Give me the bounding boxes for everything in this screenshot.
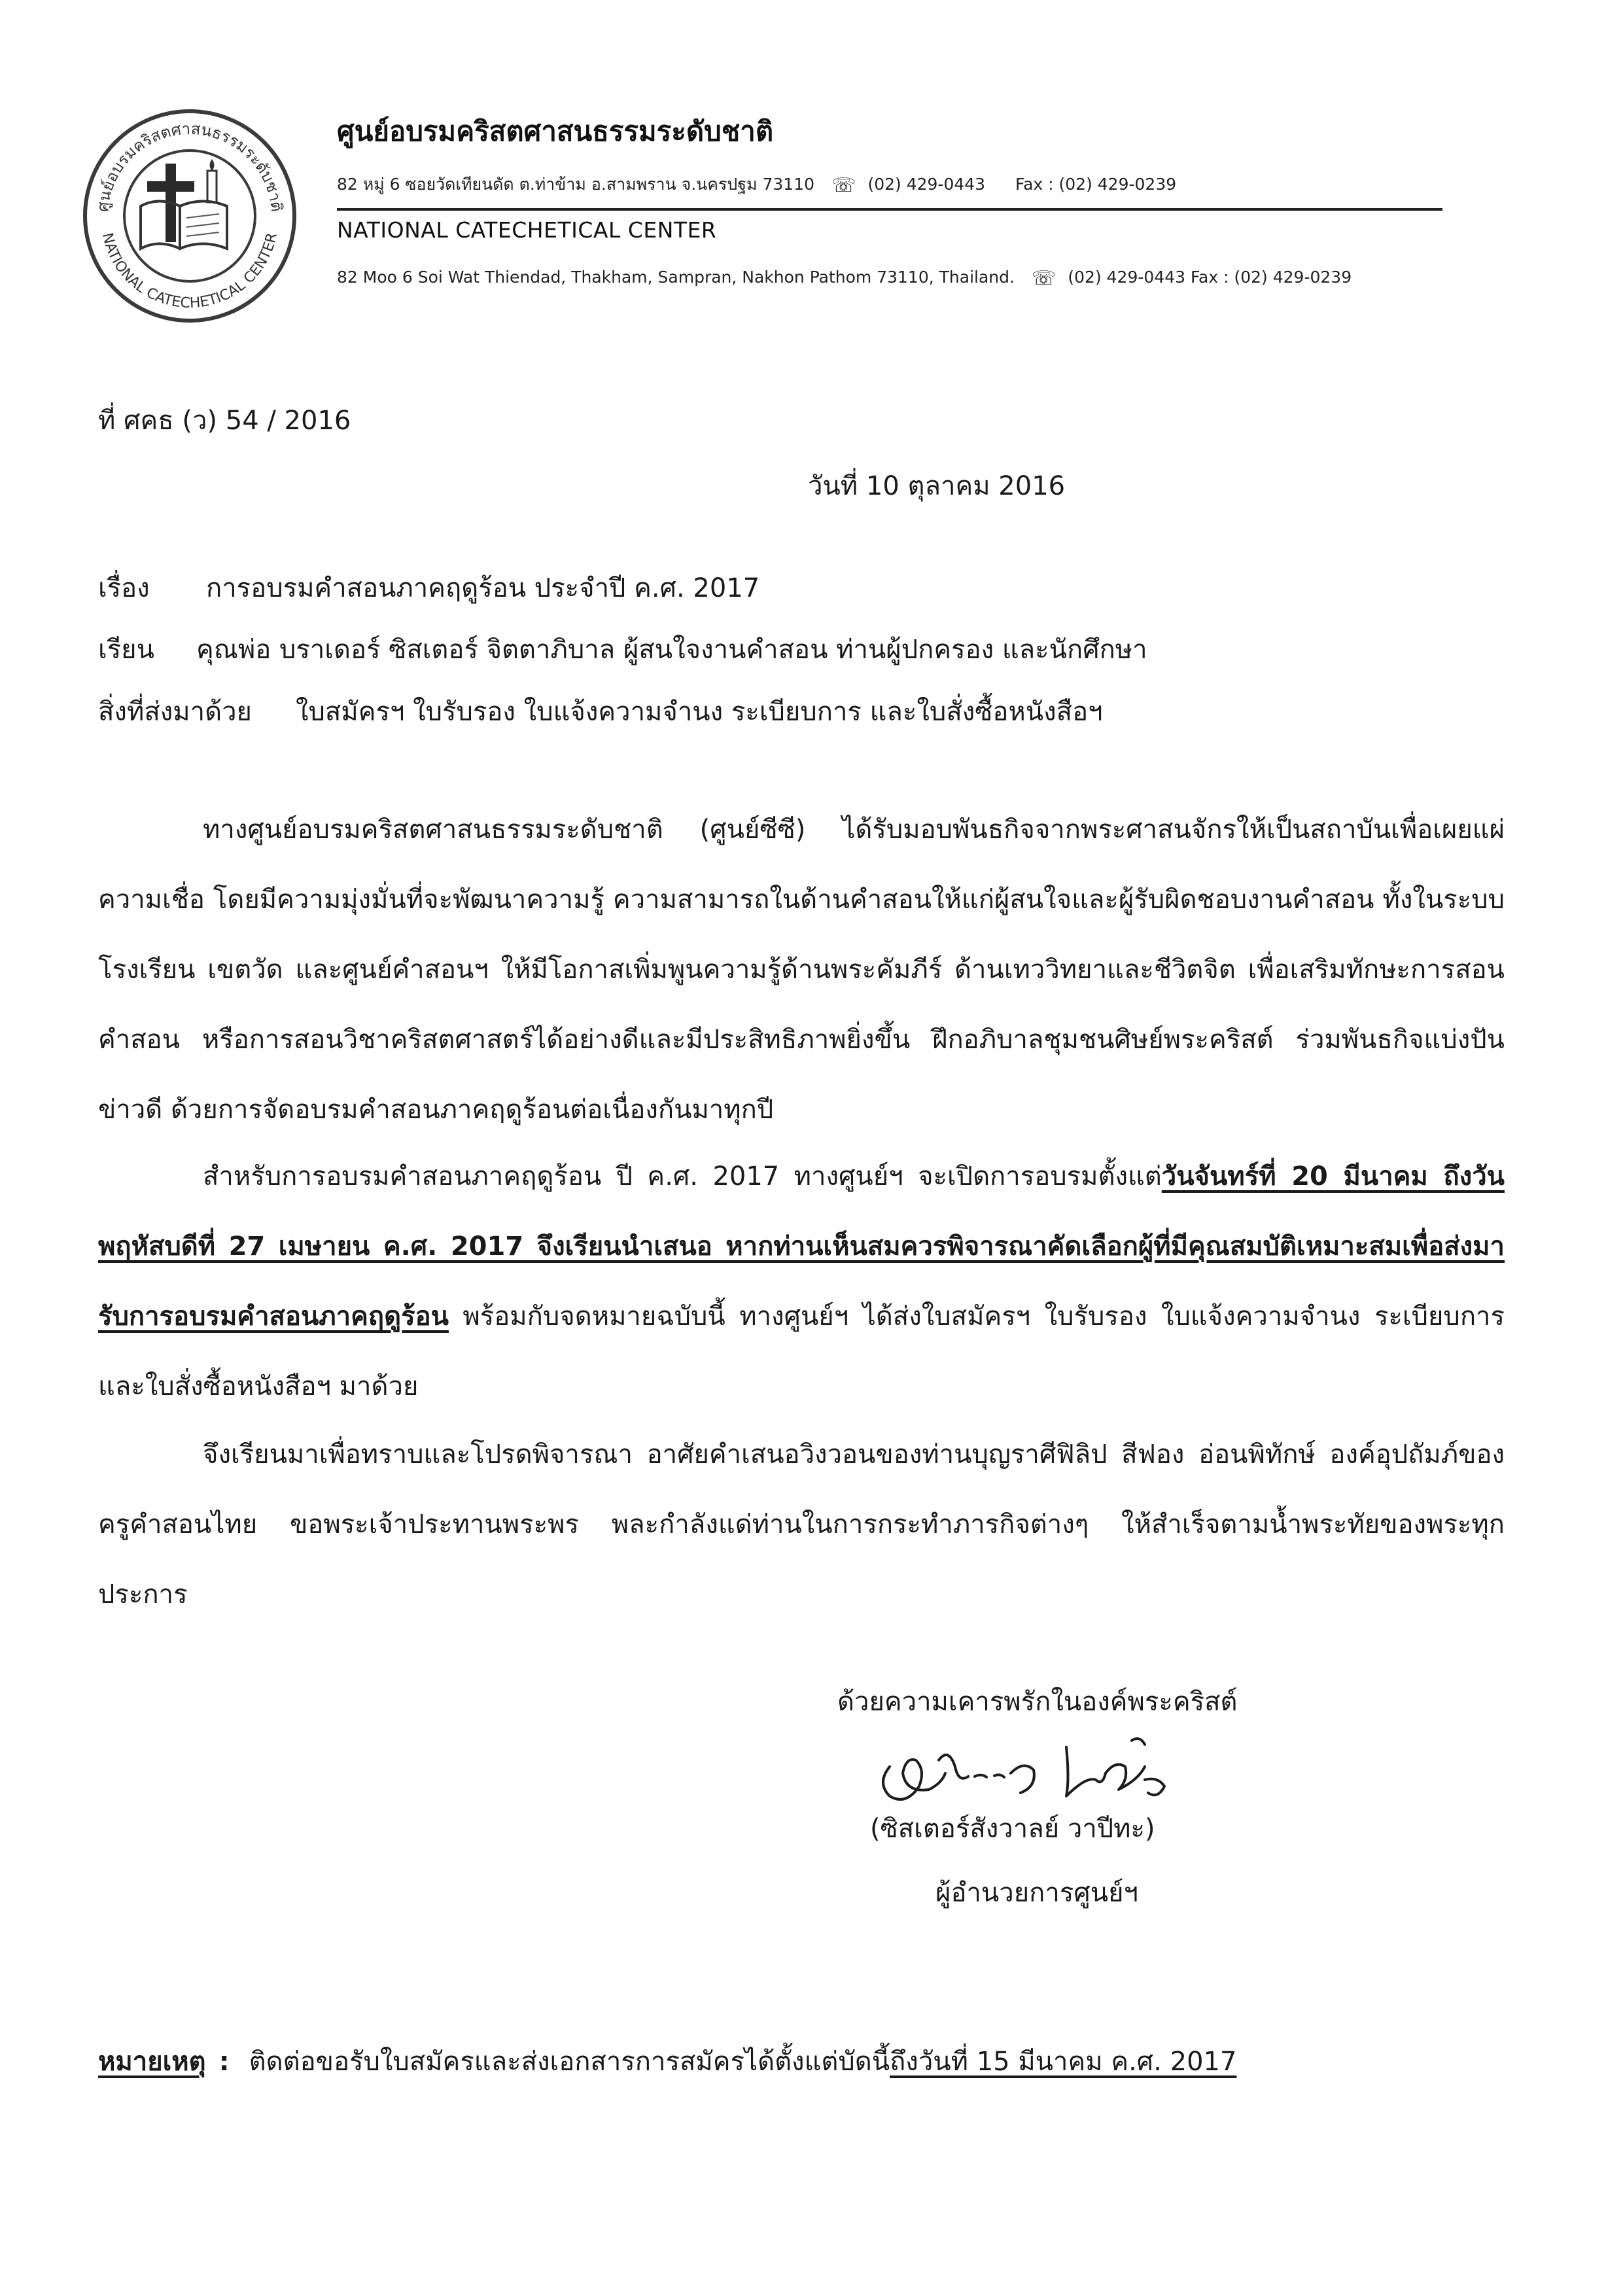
address-english: [337, 267, 1352, 290]
recipient-label: เรียน: [98, 635, 154, 665]
center-name-english: NATIONAL CATECHETICAL CENTER: [337, 217, 717, 243]
phone-thai: (02) 429-0443: [867, 175, 986, 194]
address-english-text: 82 Moo 6 Soi Wat Thiendad, Thakham, Sampran, Nakhon Pathom 73110, Thailand.: [337, 268, 1015, 287]
fax-english: Fax : (02) 429-0239: [1190, 268, 1352, 287]
subject-row: [98, 567, 759, 609]
seal-text-bottom: NATIONAL CATECHETICAL CENTER: [98, 231, 281, 312]
signer-title: ผู้อำนวยการศูนย์ฯ: [935, 1878, 1138, 1908]
paragraph-1-text: ทางศูนย์อบรมคริสตศาสนธรรมระดับชาติ (ศูนย์ซีซี) ได้รับมอบพันธกิจจากพระศาสนจักรให้เป็นสถาบันเพื่อเผยแผ่ความเชื่อ โดยมีความมุ่งมั่นที่จะพัฒนาความรู้ ความสามารถในด้านคำสอนให้แก่ผู้สนใจและผู้รับผิดชอบงานคำสอน ทั้งในระบบโรงเรียน เขตวัด และศูนย์คำสอนฯ ให้มีโอกาสเพิ่มพูนความรู้ด้านพระคัมภีร์ ด้านเทววิทยาและชีวิตจิต เพื่อเสริมทักษะการสอนคำสอน หรือการสอนวิชาคริสตศาสตร์ได้อย่างดีและมีประสิทธิภาพยิ่งขึ้น ฝึกอภิบาลชุมชนศิษย์พระคริสต์ ร่วมพันธกิจแบ่งปันข่าวดี ด้วยการจัดอบรมคำสอนภาคฤดูร้อนต่อเนื่องกันมาทุกปี: [98, 815, 1505, 1125]
subject-text: การอบรมคำสอนภาคฤดูร้อน ประจำปี ค.ศ. 2017: [206, 573, 760, 603]
subject-label: เรื่อง: [98, 573, 150, 603]
center-name-thai: ศูนย์อบรมคริสตศาสนธรรมระดับชาติ: [337, 115, 774, 147]
note-text: ติดต่อขอรับใบสมัครและส่งเอกสารการสมัครได้ตั้งแต่บัดนี้: [249, 2047, 890, 2077]
phone-icon: ☏: [1031, 267, 1056, 290]
enclosure-label: สิ่งที่ส่งมาด้วย: [98, 697, 252, 727]
note-deadline: ถึงวันที่ 15 มีนาคม ค.ศ. 2017: [890, 2047, 1237, 2077]
seal-text-top: ศูนย์อบรมคริสตศาสนธรรมระดับชาติ: [94, 119, 286, 213]
signer-name: (ซิสเตอร์สังวาลย์ วาปีทะ): [870, 1814, 1155, 1844]
paragraph-2-end: พร้อมกับจดหมายฉบับนี้ ทางศูนย์ฯ ได้ส่งใบสมัครฯ ใบรับรอง ใบแจ้งความจำนง ระเบียบการ และใบสั่งซื้อหนังสือฯ มาด้วย: [98, 1301, 1505, 1402]
recipient-row: [98, 628, 1147, 670]
address-thai: [337, 171, 1176, 198]
paragraph-2-start: สำหรับการอบรมคำสอนภาคฤดูร้อน ปี ค.ศ. 2017 ทางศูนย์ฯ จะเปิดการอบรมตั้งแต่: [203, 1161, 1162, 1192]
footnote: [98, 2040, 1236, 2082]
center-seal-logo: [82, 108, 298, 324]
recipient-text: คุณพ่อ บราเดอร์ ซิสเตอร์ จิตตาภิบาล ผู้สนใจงานคำสอน ท่านผู้ปกครอง และนักศึกษา: [196, 635, 1147, 665]
body-paragraph-1: [98, 795, 1505, 1145]
letterhead-divider: [337, 208, 1442, 211]
body-paragraph-3: [98, 1420, 1505, 1630]
closing-salutation: ด้วยความเคารพรักในองค์พระคริสต์: [837, 1687, 1238, 1717]
letter-date: วันที่ 10 ตุลาคม 2016: [808, 471, 1066, 501]
enclosure-row: [98, 690, 1103, 732]
document-number: ที่ ศคธ (ว) 54 / 2016: [98, 406, 351, 436]
note-colon: :: [218, 2047, 230, 2077]
address-thai-text: 82 หมู่ 6 ซอยวัดเทียนดัด ต.ท่าข้าม อ.สามพราน จ.นครปฐม 73110: [337, 175, 815, 194]
paragraph-3-text: จึงเรียนมาเพื่อทราบและโปรดพิจารณา อาศัยคำเสนอวิงวอนของท่านบุญราศีฟิลิป สีฟอง อ่อนพิทักษ์ องค์อุปถัมภ์ของครูคำสอนไทย ขอพระเจ้าประทานพระพร พละกำลังแด่ท่านในการกระทำภารกิจต่างๆ ให้สำเร็จตามน้ำพระทัยของพระทุกประการ: [98, 1439, 1505, 1610]
body-paragraph-2: [98, 1142, 1505, 1422]
note-label: หมายเหตุ: [98, 2047, 206, 2077]
phone-english: (02) 429-0443: [1068, 268, 1186, 287]
paragraph-2-emphasis: วันจันทร์ที่ 20 มีนาคม ถึงวันพฤหัสบดีที่ 27 เมษายน ค.ศ. 2017 จึงเรียนนำเสนอ หากท่านเห็นสมควรพิจารณาคัดเลือกผู้ที่มีคุณสมบัติเหมาะสมเพื่อส่งมารับการอบรมคำสอนภาคฤดูร้อน: [98, 1161, 1505, 1332]
enclosure-text: ใบสมัครฯ ใบรับรอง ใบแจ้งความจำนง ระเบียบการ และใบสั่งซื้อหนังสือฯ: [296, 697, 1103, 727]
fax-thai: Fax : (02) 429-0239: [1015, 175, 1177, 194]
phone-icon: ☏: [831, 174, 856, 197]
